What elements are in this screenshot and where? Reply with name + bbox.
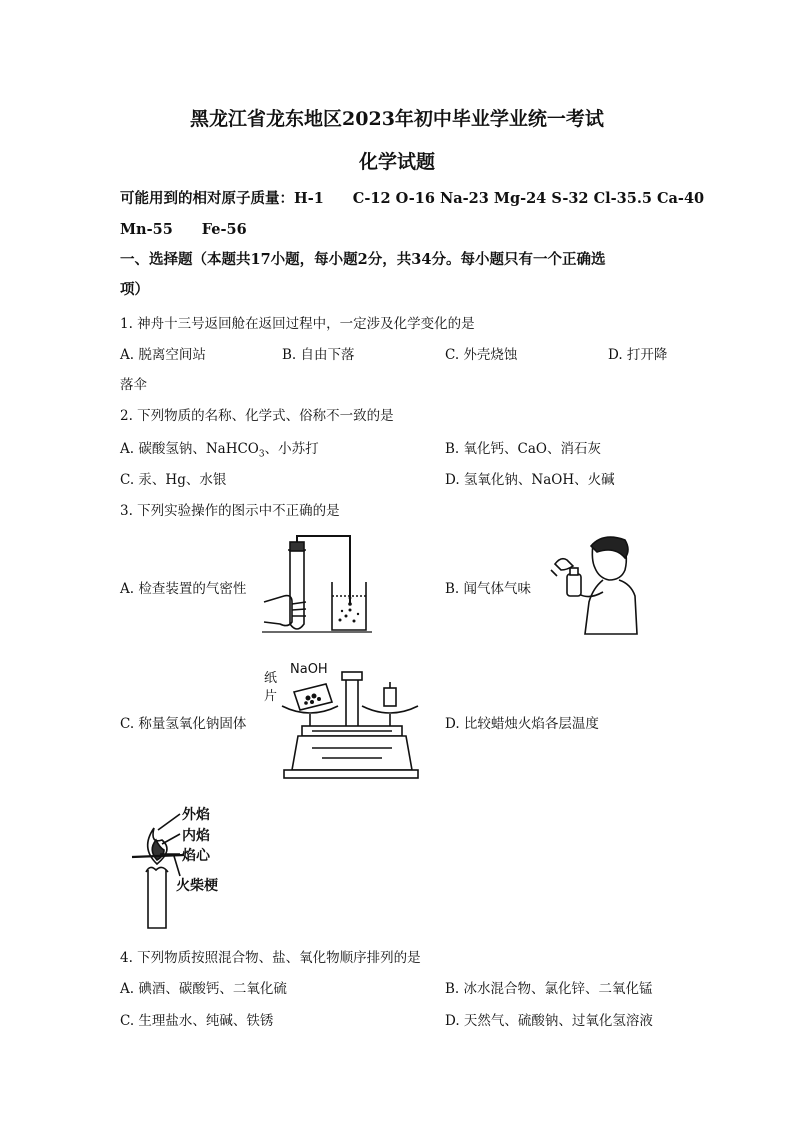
- q1-option-c: C. 外壳烧蚀: [445, 347, 518, 363]
- q1-option-d: D. 打开降: [608, 347, 668, 363]
- q4-option-a: A. 碘酒、碳酸钙、二氧化硫: [120, 981, 287, 997]
- q2-option-b: B. 氧化钙、CaO、消石灰: [445, 441, 601, 457]
- page-title: 黑龙江省龙东地区2023年初中毕业学业统一考试: [190, 108, 604, 130]
- q2-option-a: A. 碳酸氢钠、NaHCO$_3$、小苏打: [120, 441, 319, 460]
- section-header-line1: 一、选择题（本题共17小题，每小题2分，共34分。每小题只有一个正确选: [120, 251, 606, 268]
- q4-option-d: D. 天然气、硫酸钠、过氧化氢溶液: [445, 1013, 653, 1029]
- q4-option-b: B. 冰水混合物、氯化锌、二氧化锰: [445, 981, 653, 997]
- q1-option-a: A. 脱离空间站: [120, 347, 206, 363]
- q3-option-b: B. 闻气体气味: [445, 581, 532, 597]
- figure-candle-flame: [128, 800, 238, 930]
- q2-option-d: D. 氢氧化钠、NaOH、火碱: [445, 472, 615, 488]
- fig-d-core-label: 焰心: [182, 848, 210, 864]
- q1-option-b: B. 自由下落: [282, 347, 355, 363]
- q1-stem: 1. 神舟十三号返回舱在返回过程中，一定涉及化学变化的是: [120, 316, 475, 332]
- fig-d-outer-flame-label: 外焰: [182, 807, 210, 823]
- fig-c-naoh-label: NaOH: [290, 662, 328, 677]
- q3-option-d: D. 比较蜡烛火焰各层温度: [445, 716, 599, 732]
- figure-balance-naoh: [262, 658, 422, 784]
- figure-airtightness-check: [262, 532, 372, 637]
- q4-stem: 4. 下列物质按照混合物、盐、氧化物顺序排列的是: [120, 950, 421, 966]
- figure-smelling-gas: [545, 530, 640, 635]
- q3-option-a: A. 检查装置的气密性: [120, 581, 247, 597]
- page-subtitle: 化学试题: [358, 151, 435, 173]
- q3-stem: 3. 下列实验操作的图示中不正确的是: [120, 503, 340, 519]
- fig-c-paper-label-2: 片: [264, 689, 278, 704]
- q2-option-c: C. 汞、Hg、水银: [120, 472, 227, 488]
- q3-option-c: C. 称量氢氧化钠固体: [120, 716, 247, 732]
- section-header-line2: 项）: [120, 281, 149, 298]
- fig-d-inner-flame-label: 内焰: [182, 828, 210, 844]
- q4-option-c: C. 生理盐水、纯碱、铁锈: [120, 1013, 274, 1029]
- atomic-masses-line2: Mn-55 Fe-56: [120, 221, 247, 238]
- q1-option-d-cont: 落伞: [120, 377, 147, 393]
- fig-c-paper-label-1: 纸: [264, 671, 278, 686]
- atomic-masses-line1: 可能用到的相对原子质量：H-1 C-12 O-16 Na-23 Mg-24 S-32 Cl-35.5 Ca-40: [120, 190, 705, 207]
- fig-d-matchstick-label: 火柴梗: [176, 878, 218, 894]
- q2-stem: 2. 下列物质的名称、化学式、俗称不一致的是: [120, 408, 394, 424]
